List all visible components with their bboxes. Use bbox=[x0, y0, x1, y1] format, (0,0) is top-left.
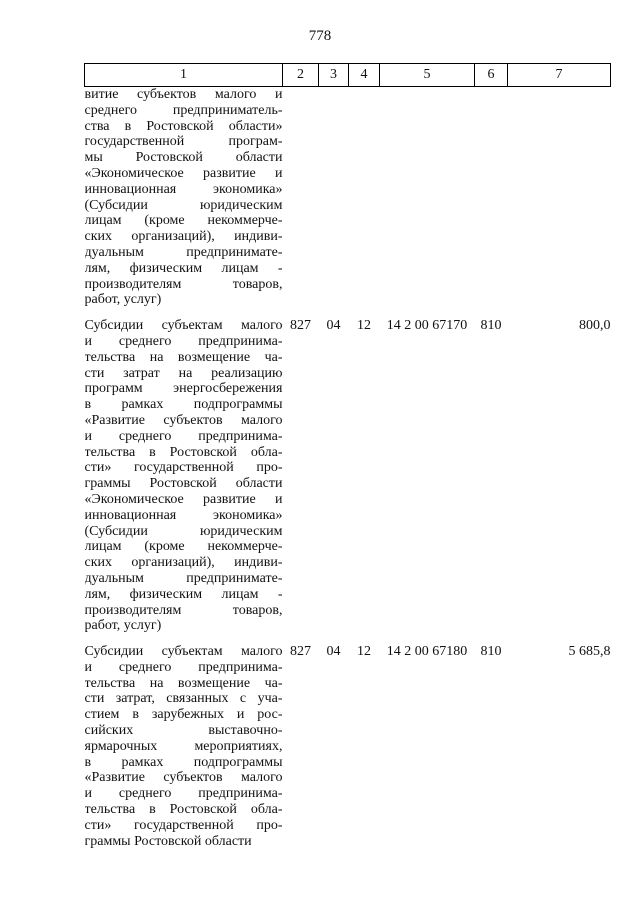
description-line: Субсидии субъектам малого bbox=[84, 644, 283, 660]
header-row bbox=[85, 64, 611, 87]
description-line: лям, физическим лицам - bbox=[84, 260, 283, 276]
description-line: среднего предприниматель- bbox=[84, 102, 283, 118]
description-line: производителям товаров, bbox=[84, 276, 283, 292]
row-spacer-cell bbox=[85, 634, 611, 644]
table-row bbox=[85, 644, 611, 849]
description-line: лицам (кроме некоммерче- bbox=[84, 539, 283, 555]
subsection-cell bbox=[349, 87, 380, 309]
expense-type-cell: 810 bbox=[480, 644, 502, 660]
subsection-cell: 12 bbox=[357, 644, 371, 660]
description-line: сти» государственной про- bbox=[84, 817, 283, 833]
description-line: тельства в Ростовской обла- bbox=[84, 444, 283, 460]
header-col-1: 1 bbox=[85, 64, 283, 87]
description-line: работ, услуг) bbox=[84, 292, 162, 308]
description-line: и среднего предпринима- bbox=[84, 428, 283, 444]
description-line: стием в зарубежных и рос- bbox=[84, 707, 283, 723]
expense-type-cell bbox=[475, 87, 508, 309]
amount-cell bbox=[508, 87, 611, 309]
description-line: граммы Ростовской области bbox=[84, 833, 252, 849]
description-line: ских организаций), индиви- bbox=[84, 555, 283, 571]
description-line: «Развитие субъектов малого bbox=[84, 770, 283, 786]
section-cell bbox=[319, 87, 349, 309]
table-row bbox=[85, 87, 611, 309]
description-line: инновационная экономика» bbox=[84, 507, 283, 523]
description-line: сти» государственной про- bbox=[84, 460, 283, 476]
row-spacer-cell bbox=[85, 308, 611, 318]
description-line: и среднего предпринима- bbox=[84, 786, 283, 802]
header-col-2: 2 bbox=[283, 64, 319, 87]
row-spacer bbox=[85, 308, 611, 318]
description-line: сийских выставочно- bbox=[84, 723, 283, 739]
description-line: тельства в Ростовской обла- bbox=[84, 802, 283, 818]
description-line: дуальным предпринимате- bbox=[84, 244, 283, 260]
description-line: мы Ростовской области bbox=[84, 150, 283, 166]
target-article-cell bbox=[380, 87, 475, 309]
header-col-6: 6 bbox=[475, 64, 508, 87]
description-line: ских организаций), индиви- bbox=[84, 229, 283, 245]
table-body bbox=[85, 87, 611, 850]
description-line: государственной програм- bbox=[84, 134, 283, 150]
header-col-7: 7 bbox=[508, 64, 611, 87]
header-col-3: 3 bbox=[319, 64, 349, 87]
budget-table bbox=[84, 63, 611, 849]
header-col-4: 4 bbox=[349, 64, 380, 87]
description-line: Субсидии субъектам малого bbox=[84, 318, 283, 334]
description-line: (Субсидии юридическим bbox=[84, 523, 283, 539]
description-line: лям, физическим лицам - bbox=[84, 586, 283, 602]
description-line: «Экономическое развитие и bbox=[84, 165, 283, 181]
description-line: ярмарочных мероприятиях, bbox=[84, 738, 283, 754]
description-line: и среднего предпринима- bbox=[84, 333, 283, 349]
description-line: в рамках подпрограммы bbox=[84, 397, 283, 413]
section-cell: 04 bbox=[326, 318, 341, 334]
section-cell: 04 bbox=[326, 644, 341, 660]
description-line: сти затрат на реализацию bbox=[84, 365, 283, 381]
description-line: лицам (кроме некоммерче- bbox=[84, 213, 283, 229]
description-cell bbox=[85, 644, 283, 849]
description-line: (Субсидии юридическим bbox=[84, 197, 283, 213]
subsection-cell: 12 bbox=[357, 318, 371, 334]
description-cell bbox=[85, 87, 283, 309]
description-line: «Экономическое развитие и bbox=[84, 491, 283, 507]
amount-cell: 5 685,8 bbox=[568, 644, 611, 660]
description-line: производителям товаров, bbox=[84, 602, 283, 618]
target-article-cell: 14 2 00 67180 bbox=[386, 644, 468, 660]
description-line: дуальным предпринимате- bbox=[84, 570, 283, 586]
description-line: инновационная экономика» bbox=[84, 181, 283, 197]
admin-code-cell: 827 bbox=[290, 644, 311, 660]
admin-code-cell bbox=[283, 87, 319, 309]
description-line: сти затрат, связанных с уча- bbox=[84, 691, 283, 707]
header-col-5: 5 bbox=[380, 64, 475, 87]
description-line: работ, услуг) bbox=[84, 618, 162, 634]
admin-code-cell: 827 bbox=[290, 318, 311, 334]
description-cell bbox=[85, 318, 283, 634]
description-line: в рамках подпрограммы bbox=[84, 754, 283, 770]
amount-cell: 800,0 bbox=[579, 318, 611, 334]
page-number: 778 bbox=[308, 28, 332, 44]
description-line: граммы Ростовской области bbox=[84, 476, 283, 492]
description-line: «Развитие субъектов малого bbox=[84, 412, 283, 428]
description-line: и среднего предпринима- bbox=[84, 659, 283, 675]
description-line: тельства на возмещение ча- bbox=[84, 675, 283, 691]
description-line: тельства на возмещение ча- bbox=[84, 349, 283, 365]
table-row bbox=[85, 318, 611, 634]
target-article-cell: 14 2 00 67170 bbox=[386, 318, 468, 334]
description-line: витие субъектов малого и bbox=[84, 87, 283, 102]
description-line: ства в Ростовской области» bbox=[84, 118, 283, 134]
expense-type-cell: 810 bbox=[480, 318, 502, 334]
description-line: программ энергосбережения bbox=[84, 381, 283, 397]
row-spacer bbox=[85, 634, 611, 644]
